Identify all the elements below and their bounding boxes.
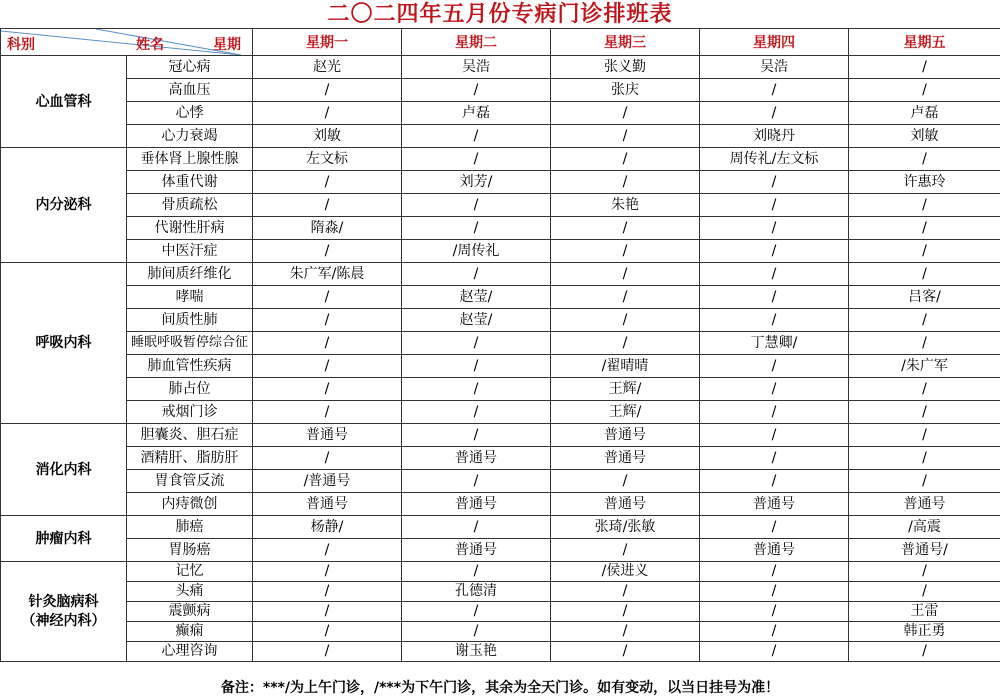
schedule-cell: /	[849, 79, 1000, 102]
disease-cell: 戒烟门诊	[127, 401, 253, 424]
schedule-cell: 刘晓丹	[700, 125, 849, 148]
schedule-cell: /	[402, 79, 551, 102]
schedule-cell: /	[700, 622, 849, 642]
table-row	[1, 539, 1000, 562]
schedule-cell: 普通号	[551, 447, 700, 470]
schedule-cell: /	[402, 401, 551, 424]
table-row	[1, 148, 1000, 171]
schedule-cell: /	[849, 642, 1000, 662]
schedule-cell: /周传礼	[402, 240, 551, 263]
schedule-cell: /	[551, 470, 700, 493]
disease-cell: 胆囊炎、胆石症	[127, 424, 253, 447]
department-cell: 内分泌科	[1, 148, 127, 263]
schedule-cell: /	[402, 470, 551, 493]
table-row	[1, 447, 1000, 470]
schedule-cell: 普通号	[700, 539, 849, 562]
schedule-cell: /	[700, 171, 849, 194]
schedule-cell: /	[402, 263, 551, 286]
table-row	[1, 642, 1000, 662]
schedule-cell: /	[253, 539, 402, 562]
table-row	[1, 171, 1000, 194]
schedule-cell: /	[849, 562, 1000, 582]
header-corner-cell	[1, 29, 253, 56]
schedule-cell: /	[849, 148, 1000, 171]
table-row	[1, 401, 1000, 424]
schedule-cell: 普通号	[402, 447, 551, 470]
schedule-cell: /	[700, 516, 849, 539]
schedule-cell: /	[402, 378, 551, 401]
schedule-cell: /	[551, 309, 700, 332]
schedule-cell: 朱艳	[551, 194, 700, 217]
schedule-cell: 卢磊	[849, 102, 1000, 125]
department-cell: 针灸脑病科 （神经内科）	[1, 562, 127, 662]
schedule-cell: /翟晴晴	[551, 355, 700, 378]
schedule-cell: /	[700, 79, 849, 102]
schedule-cell: 普通号	[551, 424, 700, 447]
schedule-cell: /侯进义	[551, 562, 700, 582]
schedule-cell: 张义勤	[551, 56, 700, 79]
disease-cell: 胃肠癌	[127, 539, 253, 562]
schedule-cell: /	[551, 642, 700, 662]
schedule-cell: /	[849, 56, 1000, 79]
schedule-cell: 普通号	[253, 493, 402, 516]
table-row	[1, 602, 1000, 622]
disease-cell: 肺间质纤维化	[127, 263, 253, 286]
schedule-cell: /	[253, 642, 402, 662]
disease-cell: 酒精肝、脂肪肝	[127, 447, 253, 470]
disease-cell: 垂体肾上腺性腺	[127, 148, 253, 171]
department-cell: 心血管科	[1, 56, 127, 148]
schedule-cell: 普通号	[402, 493, 551, 516]
day-header-wed: 星期三	[551, 29, 700, 56]
department-cell: 呼吸内科	[1, 263, 127, 424]
schedule-cell: 卢磊	[402, 102, 551, 125]
schedule-cell: /	[551, 171, 700, 194]
schedule-cell: /	[551, 622, 700, 642]
schedule-cell: /	[700, 102, 849, 125]
day-header-mon: 星期一	[253, 29, 402, 56]
schedule-cell: /	[253, 332, 402, 355]
schedule-cell: 普通号	[849, 493, 1000, 516]
schedule-cell: /	[849, 217, 1000, 240]
schedule-cell: /	[551, 102, 700, 125]
schedule-cell: /	[700, 217, 849, 240]
schedule-cell: /	[700, 355, 849, 378]
schedule-cell: /	[849, 263, 1000, 286]
schedule-cell: /	[402, 602, 551, 622]
table-row	[1, 194, 1000, 217]
schedule-cell: /	[253, 194, 402, 217]
schedule-cell: 韩正勇	[849, 622, 1000, 642]
schedule-cell: /	[402, 516, 551, 539]
schedule-cell: 普通号/	[849, 539, 1000, 562]
schedule-table	[0, 28, 1000, 662]
schedule-cell: /	[253, 582, 402, 602]
schedule-cell: /	[700, 240, 849, 263]
page-title: 二〇二四年五月份专病门诊排班表	[327, 1, 673, 27]
schedule-cell: /	[402, 355, 551, 378]
department-cell: 消化内科	[1, 424, 127, 516]
schedule-cell: /	[253, 622, 402, 642]
schedule-cell: /	[253, 79, 402, 102]
table-row	[1, 332, 1000, 355]
schedule-cell: /	[700, 263, 849, 286]
schedule-cell: /	[700, 424, 849, 447]
header-row	[1, 29, 1000, 56]
table-row	[1, 56, 1000, 79]
schedule-cell: /	[551, 240, 700, 263]
schedule-cell: /	[849, 582, 1000, 602]
schedule-cell: /	[402, 125, 551, 148]
schedule-cell: /	[849, 424, 1000, 447]
schedule-cell: /	[700, 582, 849, 602]
schedule-cell: /	[402, 194, 551, 217]
schedule-cell: 周传礼/左文标	[700, 148, 849, 171]
dept-header-label: 科别	[7, 37, 35, 53]
schedule-cell: /	[253, 378, 402, 401]
schedule-cell: /	[849, 470, 1000, 493]
schedule-cell: /	[700, 309, 849, 332]
disease-cell: 高血压	[127, 79, 253, 102]
disease-cell: 体重代谢	[127, 171, 253, 194]
disease-cell: 代谢性肝病	[127, 217, 253, 240]
schedule-cell: /	[253, 355, 402, 378]
table-row	[1, 286, 1000, 309]
schedule-cell: 王雷	[849, 602, 1000, 622]
footnote: 备注：***/为上午门诊，/***为下午门诊，其余为全天门诊。如有变动，以当日挂号为准！	[220, 680, 780, 696]
schedule-cell: /	[700, 562, 849, 582]
schedule-cell: 普通号	[551, 493, 700, 516]
schedule-cell: /	[849, 332, 1000, 355]
schedule-cell: 丁慧卿/	[700, 332, 849, 355]
schedule-cell: /	[700, 602, 849, 622]
disease-cell: 睡眠呼吸暂停综合征	[127, 332, 253, 355]
schedule-cell: /	[253, 102, 402, 125]
schedule-cell: 许惠玲	[849, 171, 1000, 194]
schedule-cell: /	[849, 240, 1000, 263]
schedule-cell: /	[253, 171, 402, 194]
schedule-cell: /	[253, 562, 402, 582]
schedule-cell: /	[253, 602, 402, 622]
disease-cell: 癫痫	[127, 622, 253, 642]
day-header-tue: 星期二	[402, 29, 551, 56]
schedule-cell: 普通号	[700, 493, 849, 516]
schedule-cell: 左文标	[253, 148, 402, 171]
schedule-cell: /	[551, 148, 700, 171]
table-row	[1, 125, 1000, 148]
schedule-cell: 王辉/	[551, 401, 700, 424]
table-row	[1, 516, 1000, 539]
day-header-fri: 星期五	[849, 29, 1000, 56]
schedule-cell: /	[402, 424, 551, 447]
schedule-cell: /	[551, 582, 700, 602]
schedule-cell: 赵莹/	[402, 309, 551, 332]
schedule-cell: /	[849, 309, 1000, 332]
schedule-cell: 吴浩	[402, 56, 551, 79]
disease-cell: 胃食管反流	[127, 470, 253, 493]
schedule-cell: 普通号	[402, 539, 551, 562]
table-row	[1, 309, 1000, 332]
schedule-cell: /	[551, 286, 700, 309]
schedule-cell: /	[700, 642, 849, 662]
table-row	[1, 217, 1000, 240]
department-cell: 肿瘤内科	[1, 516, 127, 562]
schedule-cell: /	[700, 470, 849, 493]
schedule-cell: 杨静/	[253, 516, 402, 539]
disease-cell: 心力衰竭	[127, 125, 253, 148]
disease-cell: 头痛	[127, 582, 253, 602]
schedule-cell: /	[551, 125, 700, 148]
table-row	[1, 493, 1000, 516]
schedule-cell: /	[551, 602, 700, 622]
day-header-thu: 星期四	[700, 29, 849, 56]
table-row	[1, 622, 1000, 642]
table-row	[1, 263, 1000, 286]
table-row	[1, 562, 1000, 582]
schedule-cell: /	[551, 217, 700, 240]
name-header-label: 姓名	[136, 37, 164, 53]
schedule-cell: 赵莹/	[402, 286, 551, 309]
table-row	[1, 240, 1000, 263]
schedule-cell: /	[849, 378, 1000, 401]
schedule-cell: 王辉/	[551, 378, 700, 401]
schedule-cell: /朱广军	[849, 355, 1000, 378]
schedule-cell: /高震	[849, 516, 1000, 539]
disease-cell: 震颤病	[127, 602, 253, 622]
schedule-cell: /	[402, 622, 551, 642]
schedule-cell: /	[700, 194, 849, 217]
schedule-cell: /	[253, 309, 402, 332]
schedule-cell: /	[849, 401, 1000, 424]
disease-cell: 肺占位	[127, 378, 253, 401]
schedule-cell: /	[551, 332, 700, 355]
schedule-cell: 刘敏	[253, 125, 402, 148]
schedule-cell: /	[551, 263, 700, 286]
table-row	[1, 102, 1000, 125]
schedule-cell: /	[253, 286, 402, 309]
disease-cell: 肺癌	[127, 516, 253, 539]
schedule-cell: /普通号	[253, 470, 402, 493]
schedule-cell: /	[402, 148, 551, 171]
table-row	[1, 79, 1000, 102]
disease-cell: 内痔微创	[127, 493, 253, 516]
schedule-cell: /	[849, 194, 1000, 217]
schedule-cell: /	[402, 217, 551, 240]
schedule-cell: /	[700, 447, 849, 470]
schedule-cell: 张庆	[551, 79, 700, 102]
schedule-cell: /	[551, 539, 700, 562]
schedule-cell: /	[700, 286, 849, 309]
table-row	[1, 378, 1000, 401]
schedule-cell: /	[700, 401, 849, 424]
disease-cell: 记忆	[127, 562, 253, 582]
week-header-label: 星期	[213, 37, 241, 53]
schedule-cell: /	[253, 401, 402, 424]
table-row	[1, 355, 1000, 378]
schedule-cell: /	[402, 562, 551, 582]
schedule-cell: 刘芳/	[402, 171, 551, 194]
schedule-cell: 朱广军/陈晨	[253, 263, 402, 286]
disease-cell: 骨质疏松	[127, 194, 253, 217]
disease-cell: 心理咨询	[127, 642, 253, 662]
schedule-cell: /	[849, 447, 1000, 470]
disease-cell: 心悸	[127, 102, 253, 125]
schedule-cell: 刘敏	[849, 125, 1000, 148]
schedule-cell: /	[700, 378, 849, 401]
schedule-cell: 谢玉艳	[402, 642, 551, 662]
disease-cell: 冠心病	[127, 56, 253, 79]
disease-cell: 肺血管性疾病	[127, 355, 253, 378]
schedule-cell: /	[253, 240, 402, 263]
disease-cell: 哮喘	[127, 286, 253, 309]
disease-cell: 中医汗症	[127, 240, 253, 263]
schedule-cell: /	[253, 447, 402, 470]
schedule-cell: 赵光	[253, 56, 402, 79]
schedule-cell: 张琦/张敏	[551, 516, 700, 539]
schedule-cell: 吕客/	[849, 286, 1000, 309]
schedule-cell: 吴浩	[700, 56, 849, 79]
schedule-cell: 隋淼/	[253, 217, 402, 240]
schedule-cell: /	[402, 332, 551, 355]
table-row	[1, 424, 1000, 447]
table-row	[1, 582, 1000, 602]
table-row	[1, 470, 1000, 493]
disease-cell: 间质性肺	[127, 309, 253, 332]
schedule-cell: 孔德清	[402, 582, 551, 602]
schedule-cell: 普通号	[253, 424, 402, 447]
